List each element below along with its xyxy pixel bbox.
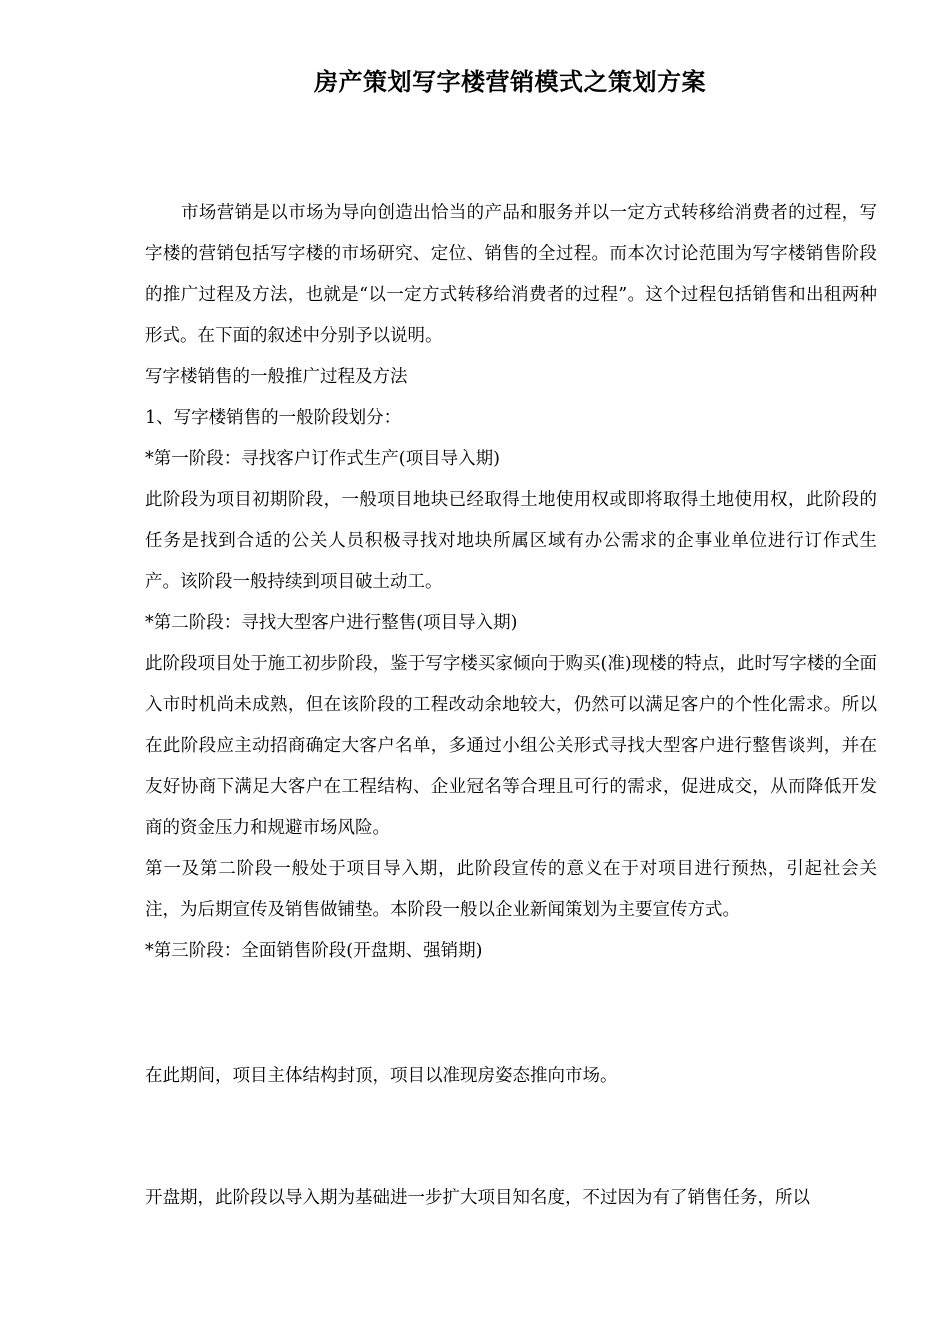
- stage3-heading: *第三阶段：全面销售阶段(开盘期、强销期): [145, 941, 483, 961]
- document-title: 房产策划写字楼营销模式之策划方案: [314, 68, 706, 96]
- subheading-stage-division: 1、写字楼销售的一般阶段划分：: [145, 408, 402, 428]
- intro-paragraph: 市场营销是以市场为导向创造出恰当的产品和服务并以一定方式转移给消费者的过程，写字楼的营销包括写字楼的市场研究、定位、销售的全过程。而本次讨论范围为写字楼销售阶段的推广过程及方法，也就是“以一定方式转移给消费者的过程”。这个过程包括销售和出租两种形式。在下面的叙述中分别予以说明。: [145, 203, 877, 346]
- stage1-heading: *第一阶段：寻找客户订作式生产(项目导入期): [145, 449, 500, 469]
- stage1-paragraph: 此阶段为项目初期阶段，一般项目地块已经取得土地使用权或即将取得土地使用权，此阶段的任务是找到合适的公关人员积极寻找对地块所属区域有办公需求的企事业单位进行订作式生产。该阶段一般持续到项目破土动工。: [145, 490, 877, 592]
- stage12-summary-paragraph: 第一及第二阶段一般处于项目导入期，此阶段宣传的意义在于对项目进行预热，引起社会关注，为后期宣传及销售做铺垫。本阶段一般以企业新闻策划为主要宣传方式。: [145, 859, 877, 920]
- body-block-opening: [145, 1178, 877, 1219]
- section-heading: 写字楼销售的一般推广过程及方法: [145, 367, 408, 387]
- stage2-heading: *第二阶段：寻找大型客户进行整售(项目导入期): [145, 613, 518, 633]
- body-block-stage3: [145, 1056, 877, 1097]
- stage3-paragraph: 在此期间，项目主体结构封顶，项目以准现房姿态推向市场。: [145, 1066, 618, 1086]
- body-block-main: [145, 193, 877, 972]
- opening-paragraph: 开盘期，此阶段以导入期为基础进一步扩大项目知名度，不过因为有了销售任务，所以: [145, 1188, 810, 1208]
- stage2-paragraph: 此阶段项目处于施工初步阶段，鉴于写字楼买家倾向于购买(准)现楼的特点，此时写字楼的全面入市时机尚未成熟，但在该阶段的工程改动余地较大，仍然可以满足客户的个性化需求。所以在此阶段应主动招商确定大客户名单，多通过小组公关形式寻找大型客户进行整售谈判，并在友好协商下满足大客户在工程结构、企业冠名等合理且可行的需求，促进成交，从而降低开发商的资金压力和规避市场风险。: [145, 654, 877, 838]
